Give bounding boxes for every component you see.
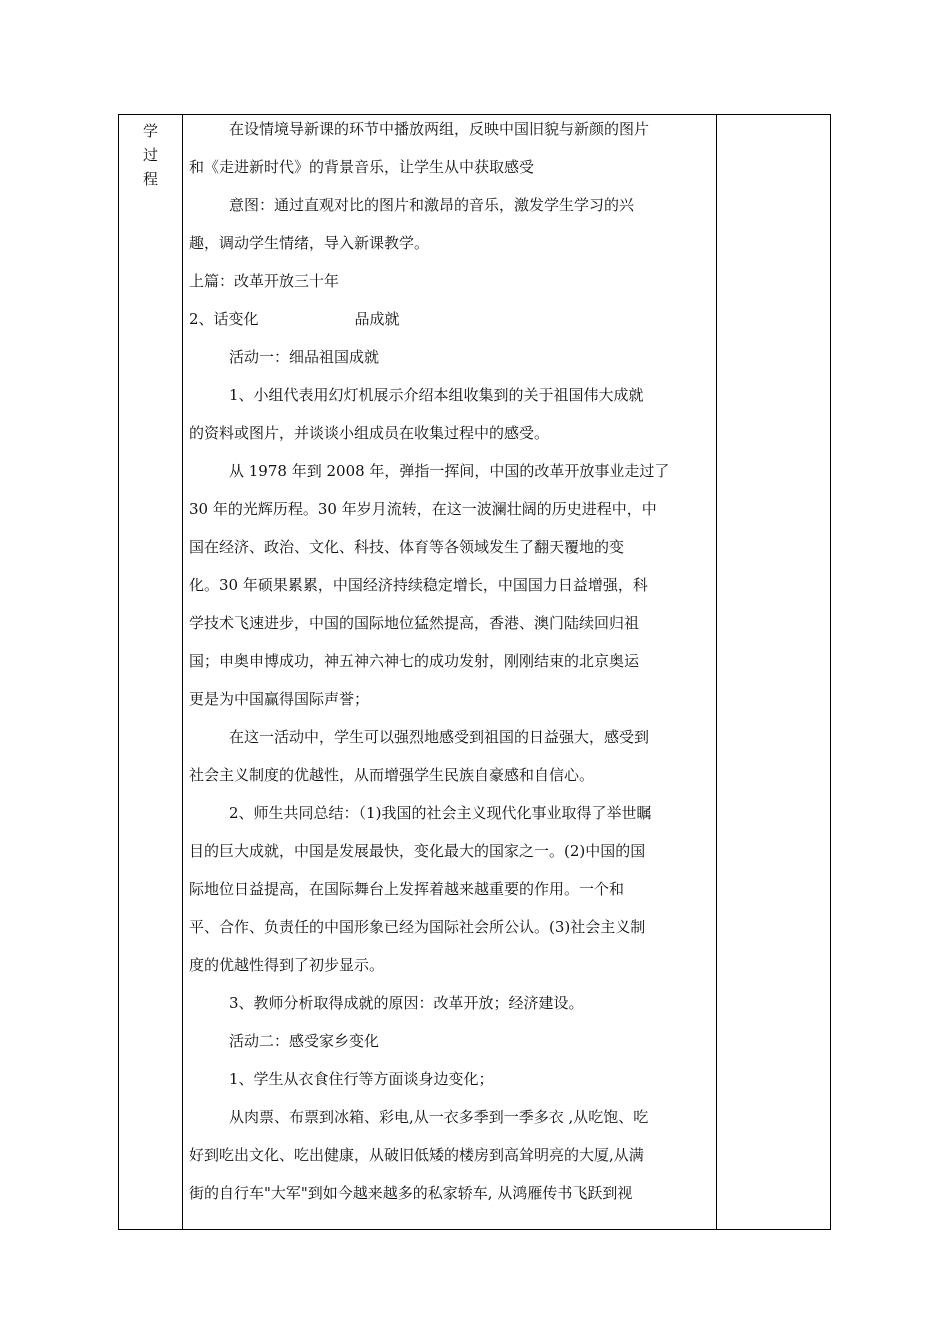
- paragraph-line: 意图：通过直观对比的图片和激昂的音乐，激发学生学习的兴: [229, 196, 635, 214]
- paragraph-line: 社会主义制度的优越性，从而增强学生民族自豪感和自信心。: [189, 766, 595, 784]
- paragraph-line: 平、合作、负责任的中国形象已经为国际社会所公认。(3)社会主义制: [189, 918, 646, 936]
- lesson-table: [118, 114, 831, 1230]
- side-label-char: 过: [142, 146, 158, 164]
- paragraph-line: 1、小组代表用幻灯机展示介绍本组收集到的关于祖国伟大成就: [229, 386, 644, 404]
- paragraph-line: 在这一活动中，学生可以强烈地感受到祖国的日益强大，感受到: [229, 728, 650, 746]
- paragraph-line: 更是为中国赢得国际声誉；: [189, 690, 370, 708]
- section-heading: 上篇：改革开放三十年: [189, 272, 340, 290]
- paragraph-line: 从肉票、布票到冰箱、彩电,从一衣多季到一季多衣 ,从吃饱、吃: [229, 1108, 649, 1126]
- paragraph-line: 1、学生从衣食住行等方面谈身边变化；: [229, 1070, 494, 1088]
- paragraph-line: 2、师生共同总结：（1)我国的社会主义现代化事业取得了举世瞩: [229, 804, 652, 822]
- side-label-teaching-process: [119, 115, 182, 191]
- side-label-char: 程: [142, 170, 158, 188]
- paragraph-line: 趣，调动学生情绪，导入新课教学。: [189, 234, 430, 252]
- paragraph-line: 度的优越性得到了初步显示。: [189, 956, 385, 974]
- paragraph-line: 际地位日益提高，在国际舞台上发挥着越来越重要的作用。一个和: [189, 880, 625, 898]
- paragraph-line: 的资料或图片，并谈谈小组成员在收集过程中的感受。: [189, 424, 550, 442]
- column-divider-right: [716, 115, 717, 1229]
- paragraph-line: 街的自行车"大军"到如今越来越多的私家轿车, 从鸿雁传书飞跃到视: [189, 1184, 633, 1202]
- subsection-heading-part-b: 品成就: [354, 310, 400, 328]
- subsection-heading-part-a: 2、话变化: [189, 310, 259, 328]
- column-divider-left: [182, 115, 183, 1229]
- activity-heading: 活动一：细品祖国成就: [229, 348, 380, 366]
- paragraph-line: 和《走进新时代》的背景音乐，让学生从中获取感受: [189, 158, 535, 176]
- paragraph-line: 从 1978 年到 2008 年，弹指一挥间，中国的改革开放事业走过了: [229, 462, 670, 480]
- side-label-char: 学: [142, 122, 158, 140]
- paragraph-line: 化。30 年硕果累累，中国经济持续稳定增长，中国国力日益增强，科: [189, 576, 648, 594]
- paragraph-line: 国在经济、政治、文化、科技、体育等各领域发生了翻天覆地的变: [189, 538, 625, 556]
- paragraph-line: 国；申奥申博成功，神五神六神七的成功发射，刚刚结束的北京奥运: [189, 652, 640, 670]
- paragraph-line: 30 年的光辉历程。30 年岁月流转，在这一波澜壮阔的历史进程中，中: [189, 500, 657, 518]
- paragraph-line: 在设情境导新课的环节中播放两组，反映中国旧貌与新颜的图片: [229, 120, 650, 138]
- activity-heading: 活动二：感受家乡变化: [229, 1032, 380, 1050]
- paragraph-line: 学技术飞速进步，中国的国际地位猛然提高，香港、澳门陆续回归祖: [189, 614, 640, 632]
- paragraph-line: 好到吃出文化、吃出健康，从破旧低矮的楼房到高耸明亮的大厦,从满: [189, 1146, 644, 1164]
- paragraph-line: 目的巨大成就，中国是发展最快，变化最大的国家之一。(2)中国的国: [189, 842, 646, 860]
- paragraph-line: 3、教师分析取得成就的原因：改革开放；经济建设。: [229, 994, 584, 1012]
- subsection-heading: [189, 309, 400, 329]
